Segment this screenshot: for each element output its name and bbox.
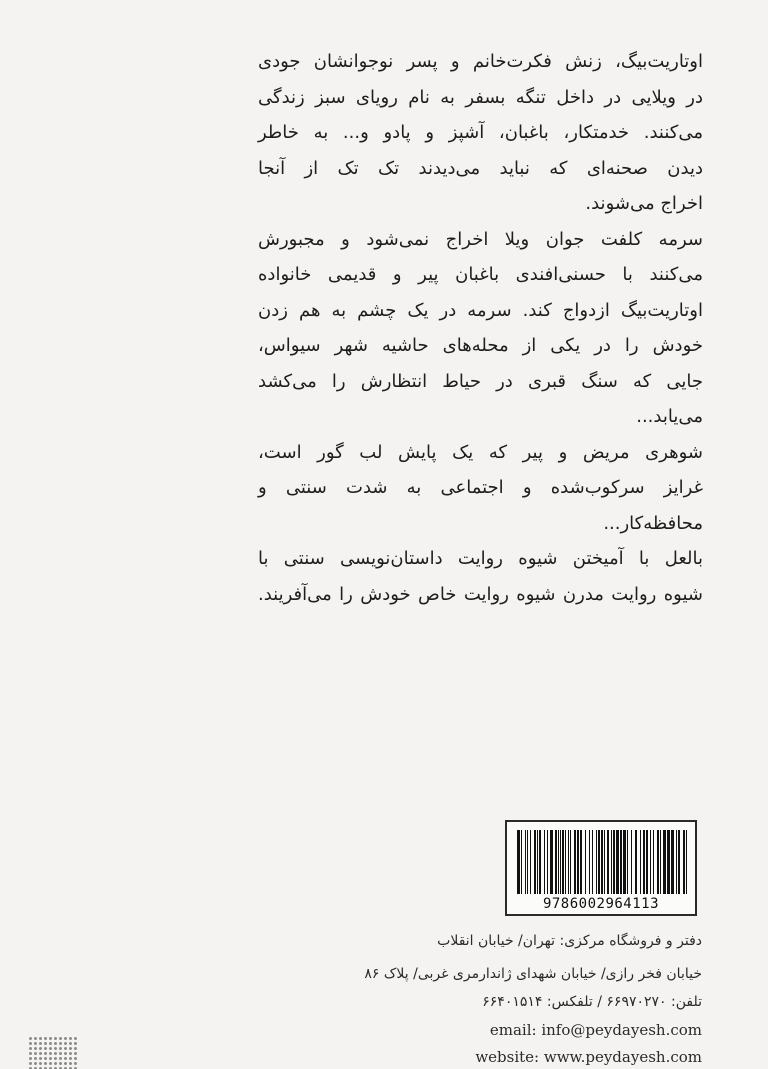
- publisher-website: website: www.peydayesh.com: [475, 1048, 702, 1066]
- blurb-line: می‌کنند. خدمتکار، باغبان، آشپز و پادو و... به خاطر: [258, 122, 703, 143]
- blurb-line: در ویلایی در داخل تنگه بسفر به نام رویای سبز زندگی: [258, 86, 703, 108]
- isbn-barcode: [505, 820, 697, 916]
- blurb-line: می‌کنند با حسنی‌افندی باغبان پیر و قدیمی خانواده: [258, 264, 703, 285]
- back-cover-blurb: [258, 44, 703, 612]
- blurb-line: بالعل با آمیختن شیوه روایت داستان‌نویسی سنتی با: [258, 548, 703, 569]
- isbn-number: 9786002964113: [542, 896, 660, 912]
- barcode-bars: [517, 830, 689, 894]
- publisher-office: دفتر و فروشگاه مرکزی: تهران/ خیابان انقلاب: [437, 933, 702, 949]
- blurb-line: دیدن صحنه‌ای که نباید می‌دیدند تک تک از آنجا: [258, 157, 703, 179]
- blurb-line: محافظه‌کار...: [603, 512, 703, 534]
- blurb-line: خودش را در یکی از محله‌های حاشیه شهر سیواس،: [258, 335, 703, 356]
- publisher-address: خیابان فخر رازی/ خیابان شهدای ژاندارمری غربی/ پلاک ۸۶: [364, 966, 702, 982]
- blurb-line: اخراج می‌شوند.: [585, 193, 703, 214]
- blurb-line: شوهری مریض و پیر که یک پایش لب گور است،: [258, 441, 703, 463]
- halftone-pattern: [28, 1036, 78, 1069]
- blurb-line: سرمه کلفت جوان ویلا اخراج نمی‌شود و مجبورش: [258, 228, 703, 250]
- blurb-line: شیوه روایت مدرن شیوه روایت خاص خودش را می‌آفریند.: [258, 583, 703, 605]
- blurb-line: جایی که سنگ قبری در حیاط انتظارش را می‌کشد: [258, 370, 703, 392]
- blurb-line: اوتاریت‌بیگ، زنش فکرت‌خانم و پسر نوجوانشان جودی: [258, 51, 703, 72]
- blurb-line: می‌یابد...: [636, 406, 703, 427]
- blurb-line: غرایز سرکوب‌شده و اجتماعی به شدت سنتی و: [258, 477, 703, 498]
- publisher-phone: تلفن: ۶۶۹۷۰۲۷۰ / تلفکس: ۶۶۴۰۱۵۱۴: [482, 994, 702, 1010]
- blurb-line: اوتاریت‌بیگ ازدواج کند. سرمه در یک چشم به هم زدن: [258, 299, 703, 321]
- publisher-email: email: info@peydayesh.com: [489, 1021, 702, 1039]
